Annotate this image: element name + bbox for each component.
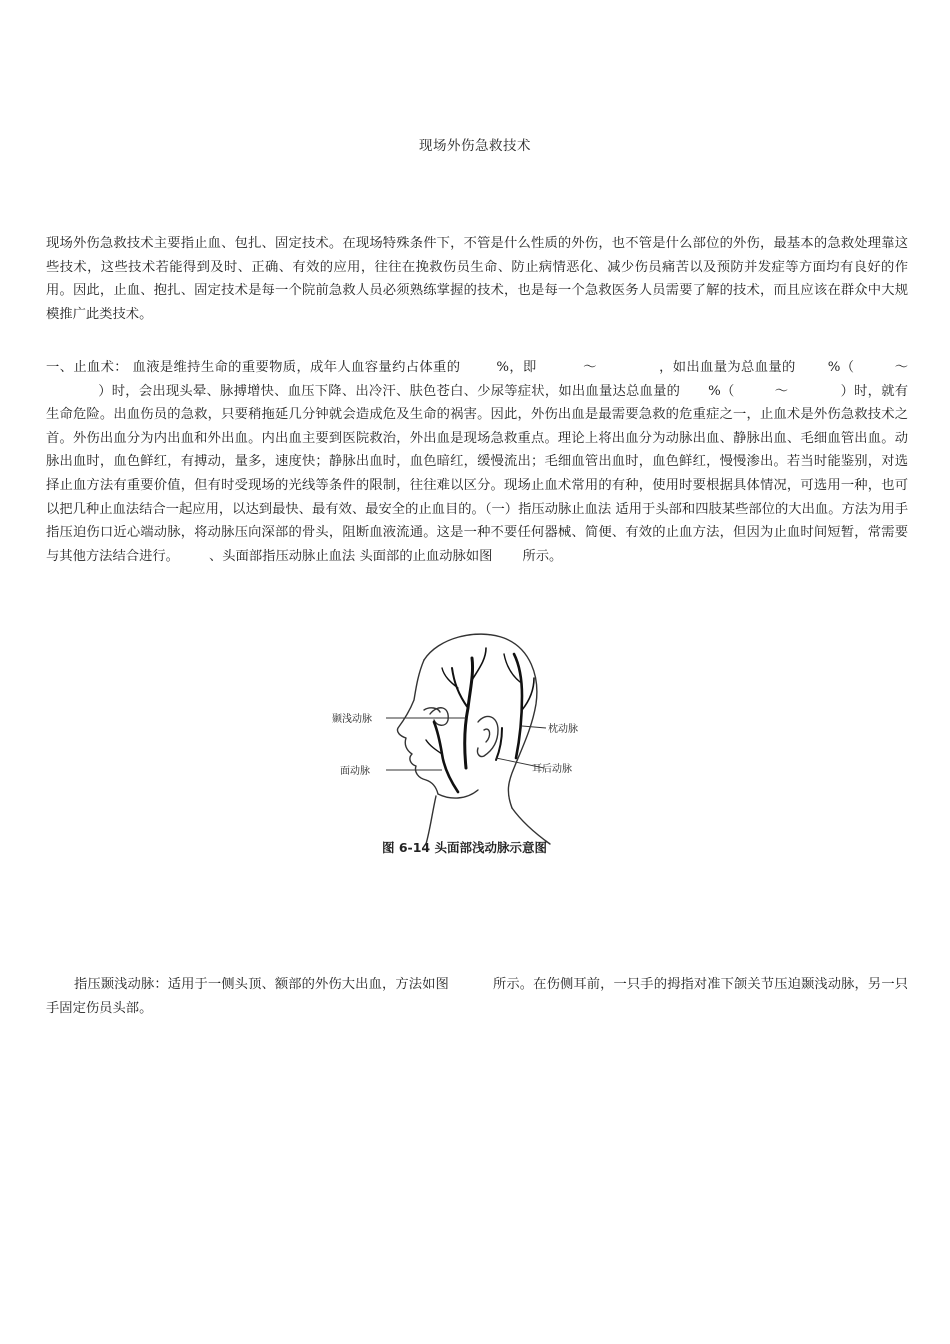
ear-inner — [484, 729, 490, 742]
text-run: 时，就有生命危险。出血伤员的急救，只要稍拖延几分钟就会造成危及生命的祸害。因此，外伤出血是最需要急救的危重症之一，止血术是外伤急救技术之首。外伤出血分为内出血和外出血。内出血主要到医院救治，外出血是现场急救重点。理论上将出血分为动脉出血、静脉出血、毛细血管出血。动脉出血时，血色鲜红，有搏动，量多，速度快；静脉出血时，血色暗红，缓慢流出；毛细血管出血时，血色鲜红，慢慢渗出。若当时能鉴别，对选择止血方法有重要价值，但有时受现场的光线等条件的限制，往往难以区分。现场止血术常用的有种，使用时要根据具体情况，可选用一种，也可以把几种止血法结合一起应用，以达到最快、最有效、最安全的止血目的。（一）指压动脉止血法 适用于头部和四肢某些部位的大出血。方法为用手指压迫伤口近心端动脉，将动脉压向深部的骨头，阻断血液流通。这是一种不要任何器械、简便、有效的止血方法，但因为止血时间短暂，常需要与其他方法结合进行。 — [46, 383, 909, 564]
text-run: 一、止血术： 血液是维持生命的重要物质，成年人血容量约占体重的 — [46, 360, 461, 375]
label-temporal-artery: 颞浅动脉 — [332, 714, 372, 725]
text-run: ～ — [894, 360, 909, 375]
text-run: ）时，会出现头晕、脉搏增快、血压下降、出冷汗、肤色苍白、少尿等症状，如出血量达总血量的 — [98, 383, 681, 399]
text-run: ～ — [774, 383, 789, 399]
text-run: 、头面部指压动脉止血法 头面部的止血动脉如图 — [208, 548, 493, 564]
temporal-branch — [452, 668, 468, 708]
text-run: %（ — [827, 360, 855, 375]
temporal-pressure-paragraph — [46, 973, 908, 1020]
text-run: 指压颞浅动脉：适用于一侧头顶、额部的外伤大出血，方法如图 — [74, 977, 449, 992]
intro-paragraph: 现场外伤急救技术主要指止血、包扎、固定技术。在现场特殊条件下，不管是什么性质的外伤，也不管是什么部位的外伤，最基本的急救处理靠这些技术，这些技术若能得到及时、正确、有效的应用，往往在挽救伤员生命、防止病情恶化、减少伤员痛苦以及预防并发症等方面均有良好的作用。因此，止血、抱扎、固定技术是每一个院前急救人员必须熟练掌握的技术，也是每一个急救医务人员需要了解的技术，而且应该在群众中大规模推广此类技术。 — [46, 236, 908, 322]
hemostasis-paragraph — [46, 356, 908, 568]
head-arteries-diagram — [326, 630, 582, 862]
temporal-artery — [465, 658, 473, 768]
ear-outline — [477, 716, 498, 756]
posterior-auricular-artery — [496, 728, 502, 760]
face-outline — [397, 660, 438, 794]
label-facial-artery: 面动脉 — [340, 766, 370, 777]
text-run: ） — [840, 383, 855, 399]
occipital-branch — [522, 678, 534, 710]
document-title: 现场外伤急救技术 — [419, 138, 531, 154]
head-arteries-figure — [326, 630, 582, 862]
neck-front — [426, 796, 436, 844]
text-run: ，如出血量为总血量的 — [658, 360, 796, 375]
text-run: 所示。 — [522, 548, 563, 564]
figure-caption: 图 6-14 头面部浅动脉示意图 — [382, 840, 547, 855]
text-run: 所示。在伤侧耳前，一只手的拇指对准下颌关节压迫颞浅动脉，另一只手固定伤员头部。 — [46, 977, 909, 1016]
text-run: %，即 — [496, 360, 537, 375]
text-run: ～ — [582, 360, 597, 375]
leader-line — [522, 726, 546, 728]
neck-back — [512, 808, 550, 844]
temporal-branch — [472, 648, 486, 680]
facial-artery — [434, 722, 458, 792]
occipital-artery — [514, 654, 522, 758]
text-run: %（ — [708, 383, 735, 399]
occipital-branch — [504, 654, 520, 682]
label-occipital-artery: 枕动脉 — [548, 724, 578, 735]
label-posterior-auricular-artery: 耳后动脉 — [532, 764, 572, 775]
